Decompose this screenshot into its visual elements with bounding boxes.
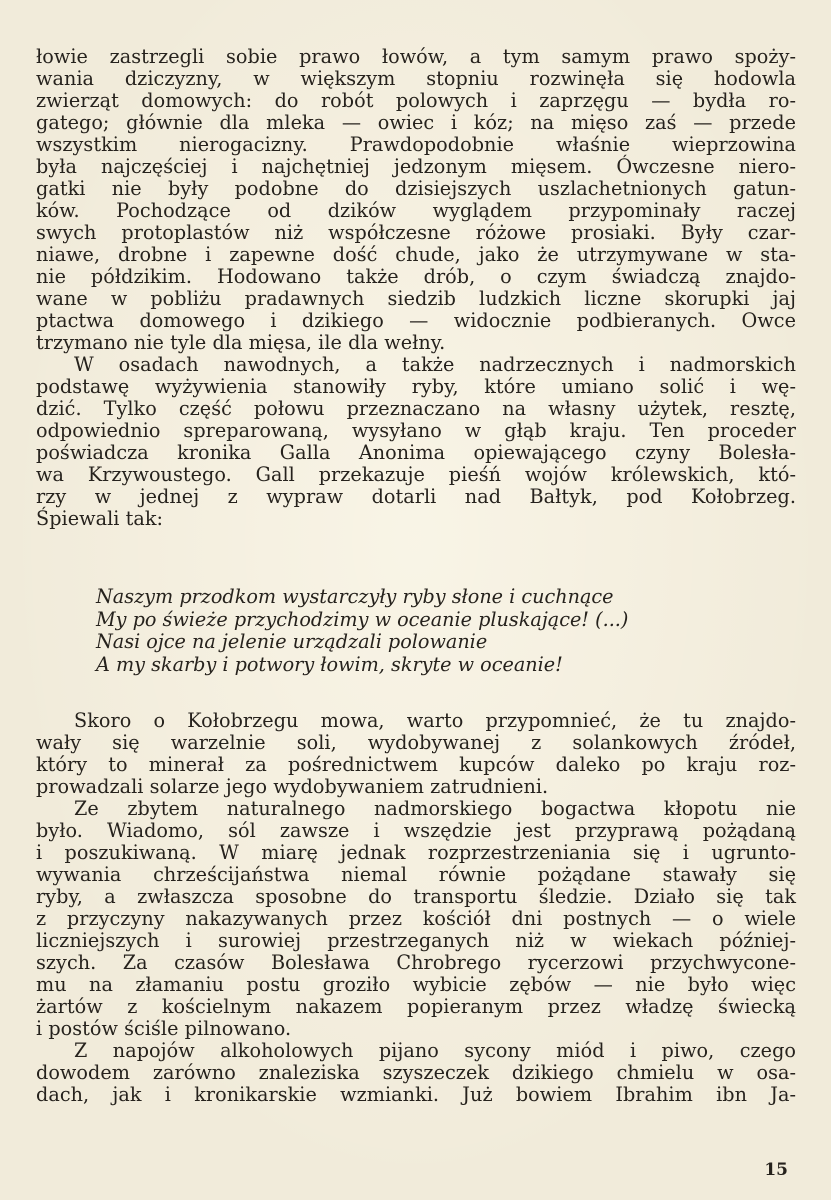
quoted-verse (96, 586, 736, 676)
text-line: Śpiewali tak: (36, 507, 164, 530)
verse-line: Naszym przodkom wystarczyły ryby słone i cuchnące (96, 585, 614, 608)
text-line: i poszukiwaną. W miarę jednak rozprzestrzeniania się i ugrunto- (36, 841, 796, 864)
text-line: wywania chrześcijaństwa niemal równie pożądane stawały się (36, 863, 796, 886)
text-line: ryby, a zwłaszcza sposobne do transportu śledzie. Działo się tak (36, 885, 796, 908)
text-line: dowodem zarówno znaleziska szyszeczek dzikiego chmielu w osa- (36, 1061, 796, 1084)
text-line: było. Wiadomo, sól zawsze i wszędzie jest przyprawą pożądaną (36, 819, 796, 842)
text-line: prowadzali solarze jego wydobywaniem zatrudnieni. (36, 775, 549, 798)
text-line: który to minerał za pośrednictwem kupców daleko po kraju roz- (36, 753, 796, 776)
text-line: wania dziczyzny, w większym stopniu rozwinęła się hodowla (36, 67, 796, 90)
body-text-part-2 (36, 710, 796, 1106)
text-line: i postów ściśle pilnowano. (36, 1017, 292, 1040)
text-line: poświadcza kronika Galla Anonima opiewającego czyny Bolesła- (36, 441, 796, 464)
text-line: wa Krzywoustego. Gall przekazuje pieśń wojów królewskich, któ- (36, 463, 796, 486)
text-line: mu na złamaniu postu groziło wybicie zębów — nie było więc (36, 973, 796, 996)
text-line: swych protoplastów niż współczesne różowe prosiaki. Były czar- (36, 221, 796, 244)
text-line: nie półdzikim. Hodowano także drób, o czym świadczą znajdo- (36, 265, 796, 288)
text-line: trzymano nie tyle dla mięsa, ile dla wełny. (36, 331, 446, 354)
text-line: szych. Za czasów Bolesława Chrobrego rycerzowi przychwycone- (36, 951, 796, 974)
text-line: ków. Pochodzące od dzików wyglądem przypominały raczej (36, 199, 796, 222)
page-number: 15 (764, 1160, 788, 1180)
text-line: wały się warzelnie soli, wydobywanej z solankowych źródeł, (36, 731, 796, 754)
text-line: niawe, drobne i zapewne dość chude, jako że utrzymywane w sta- (36, 243, 796, 266)
verse-line: Nasi ojce na jelenie urządzali polowanie (96, 630, 488, 653)
text-line: wszystkim nierogacizny. Prawdopodobnie właśnie wieprzowina (36, 133, 796, 156)
text-line: z przyczyny nakazywanych przez kościół dni postnych — o wiele (36, 907, 796, 930)
text-line: zwierząt domowych: do robót polowych i zaprzęgu — bydła ro- (36, 89, 796, 112)
text-line: wane w pobliżu pradawnych siedzib ludzkich liczne skorupki jaj (36, 287, 796, 310)
verse-line: A my skarby i potwory łowim, skryte w oceanie! (96, 652, 563, 676)
text-line: była najczęściej i najchętniej jedzonym mięsem. Ówczesne niero- (36, 155, 796, 178)
text-line: Z napojów alkoholowych pijano sycony miód i piwo, czego (74, 1039, 796, 1062)
verse-line: My po świeże przychodzimy w oceanie pluskające! (...) (96, 607, 629, 631)
text-line: Skoro o Kołobrzegu mowa, warto przypomnieć, że tu znajdo- (74, 709, 796, 732)
text-line: W osadach nawodnych, a także nadrzecznych i nadmorskich (74, 353, 796, 376)
text-line: liczniejszych i surowiej przestrzeganych niż w wiekach później- (36, 929, 796, 952)
text-line: dach, jak i kronikarskie wzmianki. Już bowiem Ibrahim ibn Ja- (36, 1083, 796, 1106)
text-line: łowie zastrzegli sobie prawo łowów, a tym samym prawo spoży- (36, 45, 796, 68)
body-text-part-1 (36, 46, 796, 530)
text-line: odpowiednio spreparowaną, wysyłano w głąb kraju. Ten proceder (36, 419, 796, 442)
text-line: gatego; głównie dla mleka — owiec i kóz; na mięso zaś — przede (36, 111, 796, 134)
text-line: rzy w jednej z wypraw dotarli nad Bałtyk, pod Kołobrzeg. (36, 485, 796, 508)
text-line: podstawę wyżywienia stanowiły ryby, które umiano solić i wę- (36, 375, 796, 398)
text-line: dzić. Tylko część połowu przeznaczano na własny użytek, resztę, (36, 397, 796, 420)
text-line: żartów z kościelnym nakazem popieranym przez władzę świecką (36, 995, 796, 1018)
text-line: ptactwa domowego i dzikiego — widocznie podbieranych. Owce (36, 309, 796, 332)
text-line: gatki nie były podobne do dzisiejszych uszlachetnionych gatun- (36, 177, 796, 200)
text-line: Ze zbytem naturalnego nadmorskiego bogactwa kłopotu nie (74, 797, 796, 820)
